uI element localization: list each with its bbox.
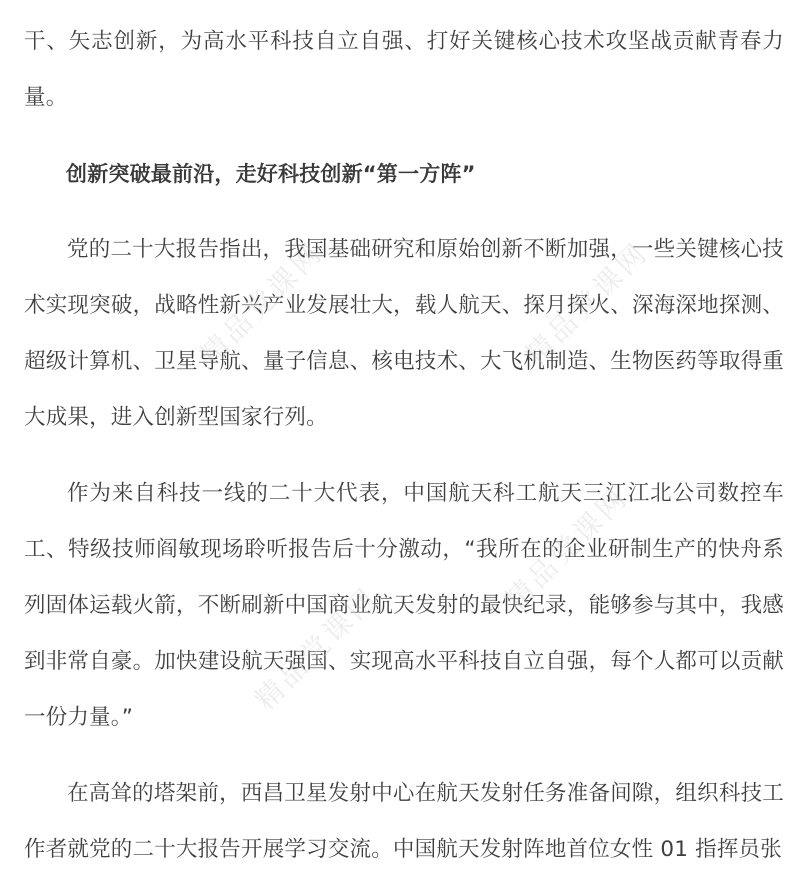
watermark-text: 精品党课网 [193,235,331,372]
watermark-text: 精品党课网 [518,235,656,372]
article-body [24,14,784,878]
watermark-text: 精品党课网 [498,480,636,617]
section-heading: 创新突破最前沿，走好科技创新“第一方阵” [66,162,476,186]
watermark-text: 精品党课网 [248,580,386,717]
paragraph-report-findings: 党的二十大报告指出，我国基础研究和原始创新不断加强，一些关键核心技术实现突破，战略性新兴产业发展壮大，载人航天、探月探火、深海深地探测、超级计算机、卫星导航、量子信息、核电技术、大飞机制造、生物医药等取得重大成果，进入创新型国家行列。 [24,237,784,430]
paragraph-xichang-launch-center: 在高耸的塔架前，西昌卫星发射中心在航天发射任务准备间隙，组织科技工作者就党的二十大报告开展学习交流。中国航天发射阵地首位女性 01 指挥员张 [24,781,784,862]
paragraph-delegate-quote: 作为来自科技一线的二十大代表，中国航天科工航天三江江北公司数控车工、特级技师阎敏现场聆听报告后十分激动，“我所在的企业研制生产的快舟系列固体运载火箭，不断刷新中国商业航天发射的最快纪录，能够参与其中，我感到非常自豪。加快建设航天强国、实现高水平科技自立自强，每个人都可以贡献一份力量。” [24,481,784,730]
intro-paragraph-tail: 干、矢志创新，为高水平科技自立自强、打好关键核心技术攻坚战贡献青春力量。 [24,29,784,110]
